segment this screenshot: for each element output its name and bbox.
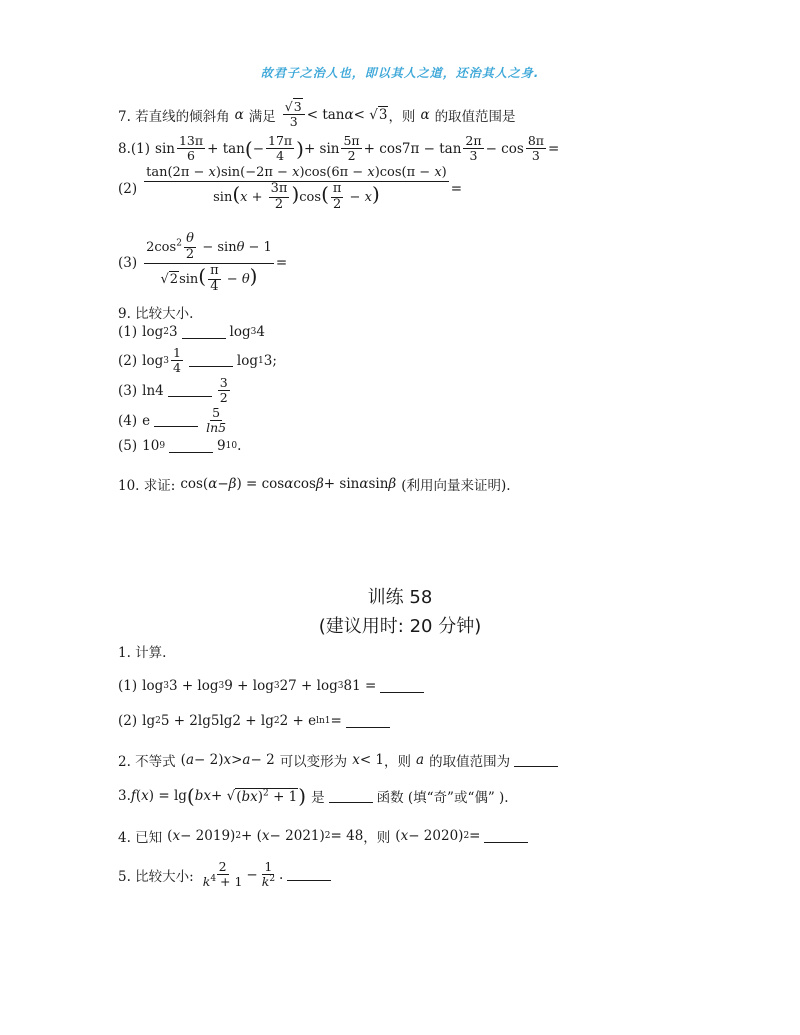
question-2: 2. 不等式 ( a − 2) x > a − 2 可以变形为 x < 1 ，则 a 的取值范围为 [118, 750, 562, 770]
problem-9-4: (4) e 5 ln5 [118, 405, 227, 436]
p7-tail: ，则 [388, 108, 416, 125]
problem-9-3: (3) ln4 3 2 [118, 375, 228, 406]
problem-9-2: (2) log 3 1 4 log 1 3; [118, 345, 277, 376]
problem-10: 10. 求证: cos( α − β ) = cos α cos β + sin α sin β (利用向量来证明). [118, 476, 511, 494]
question-1-1: (1) log 3 3 + log 3 9 + log 3 27 + log 3 81 = [118, 678, 428, 694]
question-5: 5. 比较大小: 2 $k^4 + 1$ − 1 $k^2$ . [118, 860, 335, 890]
question-1-title: 1. 计算. [118, 645, 167, 661]
question-1-2: (2) lg 2 5 + 2lg5lg2 + lg 2 2 + e ln1 = [118, 713, 394, 729]
p7-end: 的取值范围是 [434, 108, 516, 125]
problem-9-title: 9. 比较大小. [118, 306, 194, 322]
p7-mid: 满足 [248, 108, 276, 125]
p8-3-label: (3) [118, 255, 138, 272]
problem-7: 7. 若直线的倾斜角 α 满足 √3 3 < tan α < √ 3 ，则 α 的取值范围是 [118, 99, 516, 130]
motto-banner: 故君子之治人也，即以其人之道，还治其人之身. [260, 66, 540, 80]
p7-lead: 7. 若直线的倾斜角 [118, 108, 230, 125]
question-3: 3. f ( x ) = lg ( bx + √ (bx)$^2$ + 1 ) 是 函数 (填“奇”或“偶” ). [118, 784, 509, 808]
section-title: 训练 58 [367, 587, 433, 608]
problem-9-1: (1) log 2 3 log 3 4 [118, 324, 265, 340]
p8-2-label: (2) [118, 181, 138, 198]
problem-8-1: 8.(1) sin 13π 6 + tan ( − 17π 4 ) + sin 5π 2 + cos7π − tan 2π 3 − cos 8π 3 = [118, 133, 560, 164]
problem-8-3: (3) $2\cos^2$ $\frac{\theta}{2}$ − sinθ − 1 √2sin( $\frac{\pi}{4}$ − θ) = [118, 231, 288, 294]
section-subtitle: (建议用时: 20 分钟) [318, 616, 482, 637]
problem-8-2: (2) tan(2π − x)sin(−2π − x)cos(6π − x)cos(π − x) sin(x + $\frac{3\pi}{2}$ )cos( $\frac{\pi}{2}$ − x) = [118, 165, 463, 212]
problem-9-5: (5) 10 9 9 10 . [118, 438, 242, 454]
p8-label: 8.(1) [118, 140, 151, 157]
question-4: 4. 已知 ( x − 2019) 2 + ( x − 2021) 2 = 48 ，则 ( x − 2020) 2 = [118, 826, 532, 846]
